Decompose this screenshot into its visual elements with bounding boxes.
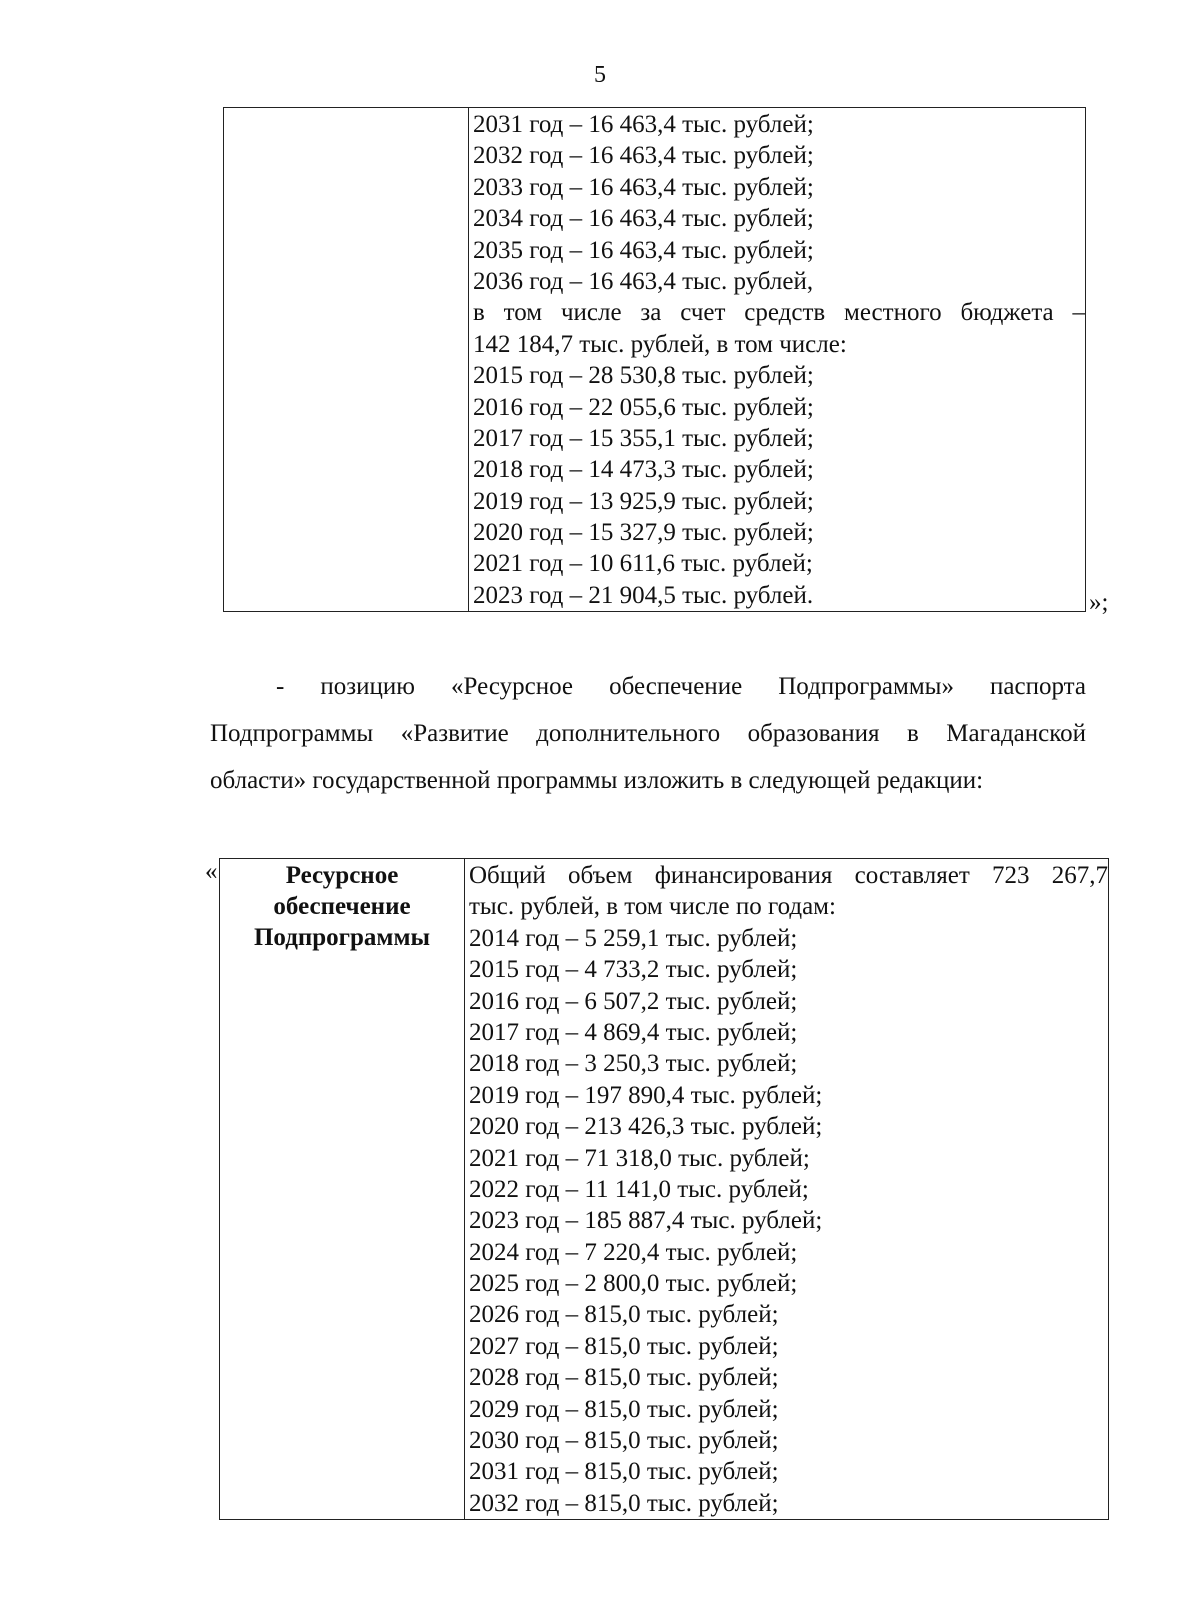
table-row <box>224 108 1086 612</box>
funding-line: 2033 год – 16 463,4 тыс. рублей; <box>473 173 814 201</box>
funding-line: 2020 год – 15 327,9 тыс. рублей; <box>473 519 814 547</box>
funding-line: 2032 год – 16 463,4 тыс. рублей; <box>473 142 814 170</box>
resource-provision-table <box>219 858 1109 1520</box>
funding-line: 2025 год – 2 800,0 тыс. рублей; <box>469 1270 798 1298</box>
funding-line: 2017 год – 15 355,1 тыс. рублей; <box>473 424 814 452</box>
funding-line: 2031 год – 815,0 тыс. рублей; <box>469 1458 779 1486</box>
funding-line: 2028 год – 815,0 тыс. рублей; <box>469 1364 779 1392</box>
heading-line: обеспечение <box>273 893 411 920</box>
funding-line: 2029 год – 815,0 тыс. рублей; <box>469 1395 779 1423</box>
closing-quote: »; <box>1089 589 1109 616</box>
position-heading-cell <box>220 859 465 1520</box>
funding-line: 2016 год – 6 507,2 тыс. рублей; <box>469 987 798 1015</box>
opening-quote: « <box>205 858 218 885</box>
funding-line: 2023 год – 185 887,4 тыс. рублей; <box>469 1207 823 1235</box>
funding-line: 2015 год – 4 733,2 тыс. рублей; <box>469 956 798 984</box>
funding-line: 2032 год – 815,0 тыс. рублей; <box>469 1489 779 1517</box>
funding-line: Общий объем финансирования составляет 723 267,7 <box>469 862 1108 889</box>
amendment-paragraph <box>210 663 1086 804</box>
funding-line: тыс. рублей, в том числе по годам: <box>469 893 836 921</box>
paragraph-line: области» государственной программы изложить в следующей редакции: <box>210 767 984 794</box>
funding-line: 2035 год – 16 463,4 тыс. рублей; <box>473 236 814 264</box>
paragraph-line: - позицию «Ресурсное обеспечение Подпрограммы» паспорта <box>276 673 1086 700</box>
funding-line: 2018 год – 3 250,3 тыс. рублей; <box>469 1050 798 1078</box>
funding-line: 2018 год – 14 473,3 тыс. рублей; <box>473 456 814 484</box>
funding-line: 142 184,7 тыс. рублей, в том числе: <box>473 330 847 358</box>
funding-line: 2034 год – 16 463,4 тыс. рублей; <box>473 205 814 233</box>
heading-line: Ресурсное <box>285 862 399 889</box>
table-cell-empty <box>224 108 469 612</box>
funding-line: 2021 год – 71 318,0 тыс. рублей; <box>469 1144 810 1172</box>
funding-line: 2027 год – 815,0 тыс. рублей; <box>469 1332 779 1360</box>
funding-line: в том числе за счет средств местного бюджета – <box>473 299 1085 327</box>
funding-line: 2020 год – 213 426,3 тыс. рублей; <box>469 1113 823 1141</box>
funding-table-continued <box>223 107 1086 612</box>
funding-line: 2023 год – 21 904,5 тыс. рублей. <box>473 581 814 609</box>
funding-line: 2014 год – 5 259,1 тыс. рублей; <box>469 924 798 952</box>
funding-line: 2031 год – 16 463,4 тыс. рублей; <box>473 111 814 138</box>
funding-line: 2024 год – 7 220,4 тыс. рублей; <box>469 1238 798 1266</box>
page-number: 5 <box>594 62 606 88</box>
funding-line: 2030 год – 815,0 тыс. рублей; <box>469 1427 779 1455</box>
funding-line: 2036 год – 16 463,4 тыс. рублей, <box>473 267 814 295</box>
funding-line: 2019 год – 197 890,4 тыс. рублей; <box>469 1081 823 1109</box>
funding-line: 2017 год – 4 869,4 тыс. рублей; <box>469 1018 798 1046</box>
heading-line: Подпрограммы <box>253 924 430 951</box>
funding-details-cell <box>469 108 1086 612</box>
table-row <box>220 859 1109 1520</box>
funding-line: 2021 год – 10 611,6 тыс. рублей; <box>473 550 813 578</box>
funding-line: 2016 год – 22 055,6 тыс. рублей; <box>473 393 814 421</box>
paragraph-line: Подпрограммы «Развитие дополнительного образования в Магаданской <box>210 720 1086 747</box>
funding-line: 2022 год – 11 141,0 тыс. рублей; <box>469 1175 809 1203</box>
funding-line: 2015 год – 28 530,8 тыс. рублей; <box>473 362 814 390</box>
funding-line: 2026 год – 815,0 тыс. рублей; <box>469 1301 779 1329</box>
funding-details-cell <box>465 859 1109 1520</box>
funding-line: 2019 год – 13 925,9 тыс. рублей; <box>473 487 814 515</box>
